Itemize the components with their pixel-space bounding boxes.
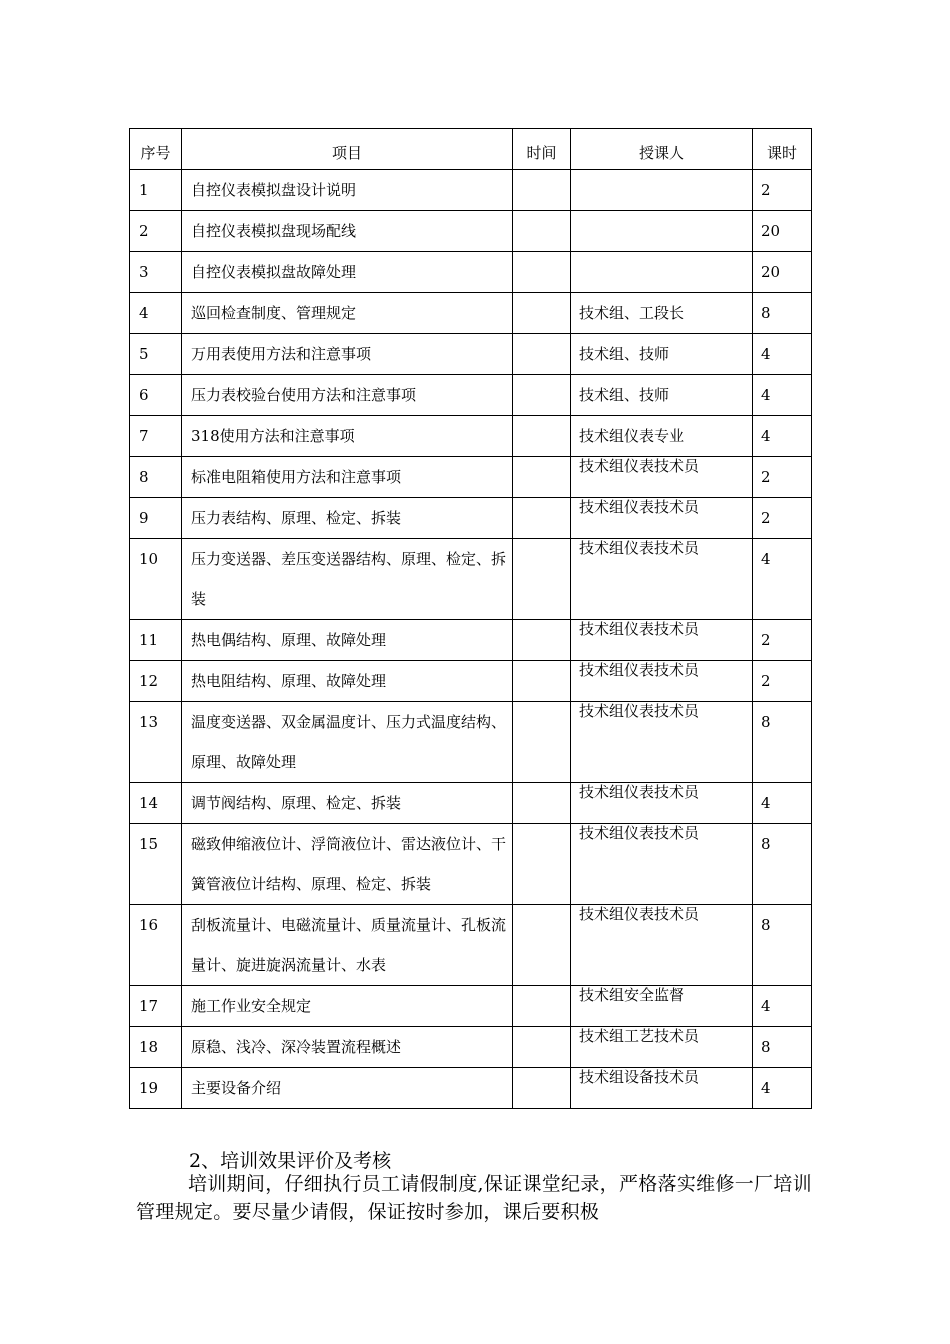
row-hours: 4 <box>753 416 812 457</box>
row-teacher: 技术组、工段长 <box>571 293 753 334</box>
row-item: 压力表校验台使用方法和注意事项 <box>182 375 513 416</box>
row-hours: 4 <box>753 539 812 620</box>
row-no: 5 <box>130 334 182 375</box>
table-row <box>130 824 812 905</box>
row-hours: 2 <box>753 661 812 702</box>
row-hours: 2 <box>753 498 812 539</box>
row-time <box>513 457 571 498</box>
row-teacher: 技术组仪表技术员 <box>571 620 753 661</box>
training-schedule-table <box>129 128 812 1109</box>
row-no: 12 <box>130 661 182 702</box>
row-hours: 4 <box>753 986 812 1027</box>
section-heading: 2、培训效果评价及考核 <box>189 1150 392 1172</box>
row-teacher: 技术组仪表技术员 <box>571 539 753 620</box>
row-hours: 2 <box>753 457 812 498</box>
table-row <box>130 539 812 620</box>
row-item: 万用表使用方法和注意事项 <box>182 334 513 375</box>
row-no: 19 <box>130 1068 182 1109</box>
row-teacher <box>571 170 753 211</box>
row-no: 14 <box>130 783 182 824</box>
row-time <box>513 252 571 293</box>
row-item: 自控仪表模拟盘设计说明 <box>182 170 513 211</box>
table-row <box>130 416 812 457</box>
table-row <box>130 334 812 375</box>
row-hours: 8 <box>753 293 812 334</box>
table-row <box>130 252 812 293</box>
row-teacher: 技术组工艺技术员 <box>571 1027 753 1068</box>
row-no: 16 <box>130 905 182 986</box>
row-time <box>513 1068 571 1109</box>
table-header-row <box>130 129 812 170</box>
row-item: 热电阻结构、原理、故障处理 <box>182 661 513 702</box>
row-teacher: 技术组安全监督 <box>571 986 753 1027</box>
row-no: 11 <box>130 620 182 661</box>
row-hours: 2 <box>753 620 812 661</box>
row-teacher: 技术组、技师 <box>571 375 753 416</box>
row-item: 温度变送器、双金属温度计、压力式温度结构、原理、故障处理 <box>182 702 513 783</box>
table-row <box>130 375 812 416</box>
row-teacher: 技术组、技师 <box>571 334 753 375</box>
row-item: 刮板流量计、电磁流量计、质量流量计、孔板流量计、旋进旋涡流量计、水表 <box>182 905 513 986</box>
row-no: 4 <box>130 293 182 334</box>
row-time <box>513 498 571 539</box>
row-no: 8 <box>130 457 182 498</box>
table-row <box>130 783 812 824</box>
header-time: 时间 <box>513 129 571 170</box>
row-teacher: 技术组仪表技术员 <box>571 905 753 986</box>
row-item: 标准电阻箱使用方法和注意事项 <box>182 457 513 498</box>
row-hours: 8 <box>753 824 812 905</box>
table-row <box>130 293 812 334</box>
row-teacher: 技术组仪表专业 <box>571 416 753 457</box>
row-no: 10 <box>130 539 182 620</box>
table-row <box>130 1027 812 1068</box>
row-time <box>513 375 571 416</box>
row-teacher <box>571 252 753 293</box>
table-row <box>130 905 812 986</box>
row-teacher: 技术组仪表技术员 <box>571 498 753 539</box>
row-hours: 8 <box>753 702 812 783</box>
row-time <box>513 661 571 702</box>
row-no: 2 <box>130 211 182 252</box>
row-teacher: 技术组仪表技术员 <box>571 824 753 905</box>
row-teacher: 技术组仪表技术员 <box>571 702 753 783</box>
row-time <box>513 824 571 905</box>
row-no: 6 <box>130 375 182 416</box>
row-time <box>513 416 571 457</box>
row-time <box>513 170 571 211</box>
row-no: 18 <box>130 1027 182 1068</box>
row-teacher: 技术组设备技术员 <box>571 1068 753 1109</box>
row-hours: 8 <box>753 1027 812 1068</box>
row-item: 原稳、浅冷、深冷装置流程概述 <box>182 1027 513 1068</box>
table-row <box>130 170 812 211</box>
row-time <box>513 293 571 334</box>
row-item: 自控仪表模拟盘故障处理 <box>182 252 513 293</box>
row-hours: 2 <box>753 170 812 211</box>
header-teacher: 授课人 <box>571 129 753 170</box>
row-hours: 4 <box>753 375 812 416</box>
table-row <box>130 620 812 661</box>
row-teacher: 技术组仪表技术员 <box>571 783 753 824</box>
row-time <box>513 539 571 620</box>
row-item: 巡回检查制度、管理规定 <box>182 293 513 334</box>
row-time <box>513 702 571 783</box>
row-hours: 4 <box>753 334 812 375</box>
row-time <box>513 334 571 375</box>
row-item: 压力表结构、原理、检定、拆装 <box>182 498 513 539</box>
row-hours: 4 <box>753 783 812 824</box>
row-teacher <box>571 211 753 252</box>
row-item: 自控仪表模拟盘现场配线 <box>182 211 513 252</box>
row-no: 15 <box>130 824 182 905</box>
row-item: 318使用方法和注意事项 <box>182 416 513 457</box>
table-row <box>130 498 812 539</box>
table-row <box>130 457 812 498</box>
row-no: 13 <box>130 702 182 783</box>
row-teacher: 技术组仪表技术员 <box>571 457 753 498</box>
row-item: 磁致伸缩液位计、浮筒液位计、雷达液位计、干簧管液位计结构、原理、检定、拆装 <box>182 824 513 905</box>
row-hours: 20 <box>753 252 812 293</box>
table-row <box>130 211 812 252</box>
table-row <box>130 1068 812 1109</box>
section-paragraph: 培训期间，仔细执行员工请假制度,保证课堂纪录，严格落实维修一厂培训管理规定。要尽量少请假，保证按时参加，课后要积极 <box>136 1173 812 1223</box>
header-item: 项目 <box>182 129 513 170</box>
row-no: 1 <box>130 170 182 211</box>
row-item: 施工作业安全规定 <box>182 986 513 1027</box>
table-row <box>130 661 812 702</box>
row-time <box>513 211 571 252</box>
row-time <box>513 905 571 986</box>
table-row <box>130 702 812 783</box>
row-item: 热电偶结构、原理、故障处理 <box>182 620 513 661</box>
row-no: 17 <box>130 986 182 1027</box>
row-no: 3 <box>130 252 182 293</box>
row-time <box>513 1027 571 1068</box>
header-hours: 课时 <box>753 129 812 170</box>
row-hours: 8 <box>753 905 812 986</box>
row-item: 主要设备介绍 <box>182 1068 513 1109</box>
row-teacher: 技术组仪表技术员 <box>571 661 753 702</box>
row-no: 9 <box>130 498 182 539</box>
row-item: 压力变送器、差压变送器结构、原理、检定、拆装 <box>182 539 513 620</box>
row-hours: 4 <box>753 1068 812 1109</box>
row-no: 7 <box>130 416 182 457</box>
row-time <box>513 986 571 1027</box>
row-time <box>513 783 571 824</box>
table-row <box>130 986 812 1027</box>
header-no: 序号 <box>130 129 182 170</box>
row-time <box>513 620 571 661</box>
row-item: 调节阀结构、原理、检定、拆装 <box>182 783 513 824</box>
row-hours: 20 <box>753 211 812 252</box>
